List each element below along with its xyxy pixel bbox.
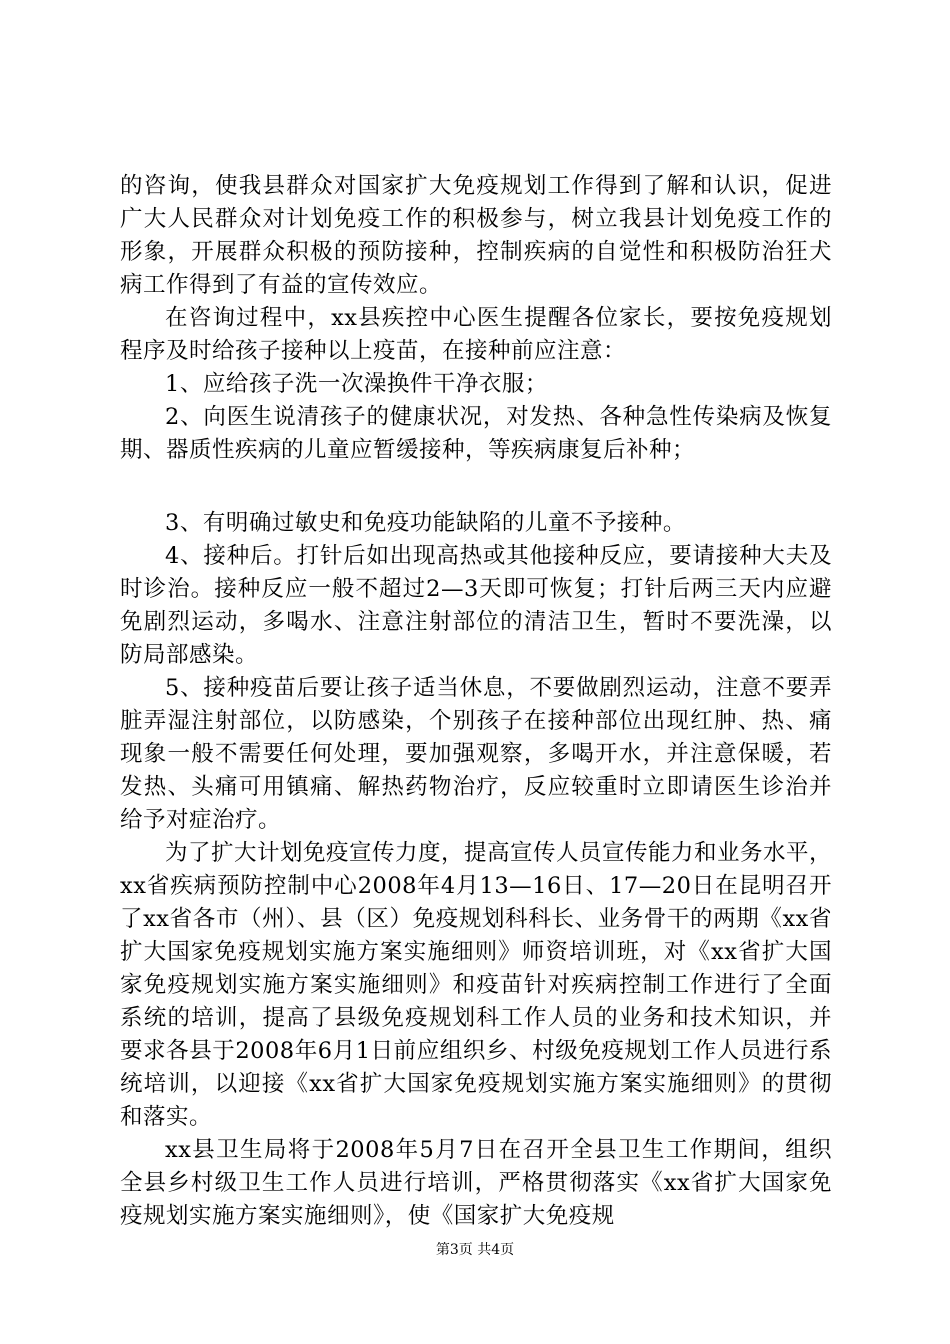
list-item-2: 2、向医生说清孩子的健康状况，对发热、各种急性传染病及恢复期、器质性疾病的儿童应暂缓接种，等疾病康复后补种；	[120, 404, 832, 463]
list-item-3: 3、有明确过敏史和免疫功能缺陷的儿童不予接种。	[165, 510, 686, 536]
paragraph-continuation: 的咨询，使我县群众对国家扩大免疫规划工作得到了解和认识，促进广大人民群众对计划免疫工作的积极参与，树立我县计划免疫工作的形象，开展群众积极的预防接种，控制疾病的自觉性和积极防治狂犬病工作得到了有益的宣传效应。	[120, 173, 832, 298]
paragraph-health-bureau: xx县卫生局将于2008年5月7日在召开全县卫生工作期间，组织全县乡村级卫生工作人员进行培训，严格贯彻落实《xx省扩大国家免疫规划实施方案实施细则》，使《国家扩大免疫规	[120, 1137, 832, 1229]
paragraph-consultation: 在咨询过程中，xx县疾控中心医生提醒各位家长，要按免疫规划程序及时给孩子接种以上疫苗，在接种前应注意：	[120, 305, 832, 364]
paragraph-spacer	[120, 467, 832, 507]
list-item-1: 1、应给孩子洗一次澡换件干净衣服；	[165, 371, 548, 397]
page-footer: 第3页 共4页	[435, 1242, 515, 1258]
paragraph-training: 为了扩大计划免疫宣传力度，提高宣传人员宣传能力和业务水平，xx省疾病预防控制中心2008年4月13—16日、17—20日在昆明召开了xx省各市（州）、县（区）免疫规划科科长、业务骨干的两期《xx省扩大国家免疫规划实施方案实施细则》师资培训班，对《xx省扩大国家免疫规划实施方案实施细则》和疫苗针对疾病控制工作进行了全面系统的培训，提高了县级免疫规划科工作人员的业务和技术知识，并要求各县于2008年6月1日前应组织乡、村级免疫规划工作人员进行系统培训，以迎接《xx省扩大国家免疫规划实施方案实施细则》的贯彻和落实。	[120, 840, 833, 1130]
list-item-5: 5、接种疫苗后要让孩子适当休息，不要做剧烈运动，注意不要弄脏弄湿注射部位，以防感染，个别孩子在接种部位出现红肿、热、痛现象一般不需要任何处理，要加强观察，多喝开水，并注意保暖，若发热、头痛可用镇痛、解热药物治疗，反应较重时立即请医生诊治并给予对症治疗。	[120, 675, 832, 833]
list-item-4: 4、接种后。打针后如出现高热或其他接种反应，要请接种大夫及时诊治。接种反应一般不超过2—3天即可恢复；打针后两三天内应避免剧烈运动，多喝水、注意注射部位的清洁卫生，暂时不要洗澡，以防局部感染。	[120, 543, 832, 668]
document-body	[120, 170, 832, 1233]
